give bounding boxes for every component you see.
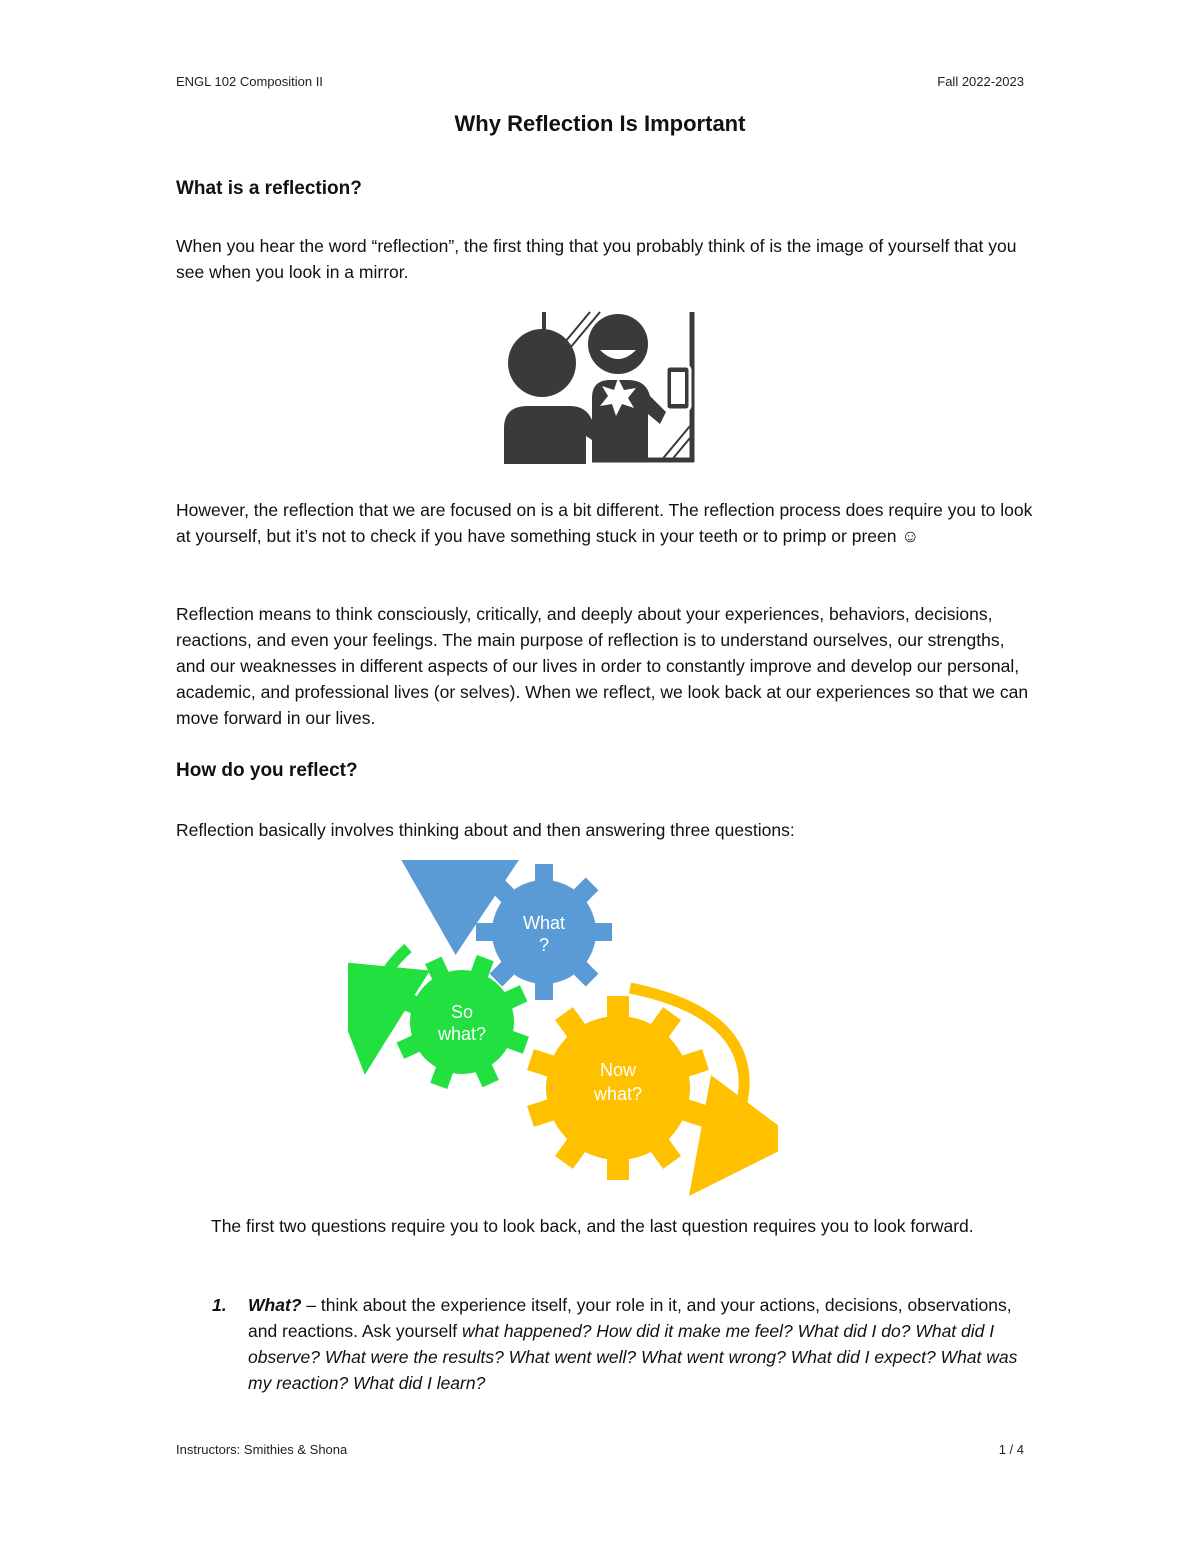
gear-now-what-label-1: Now	[599, 1060, 637, 1080]
gear-so-what-label-1: So	[450, 1002, 474, 1022]
footer-page-number: 1 / 4	[998, 1442, 1024, 1457]
list-item-number: 1.	[212, 1295, 227, 1315]
footer-instructors: Instructors: Smithies & Shona	[176, 1442, 348, 1457]
paragraph-three-questions: Reflection basically involves thinking about and then answering three questions:	[176, 820, 795, 840]
paragraph-reflection-meaning: Reflection means to think consciously, critically, and deeply about your experiences, behaviors, decisions, reactions, and even your feelings. The main purpose of reflection is to understand ourselves, our strengths, and our weaknesses in different aspects of our lives in order to constantly improve and develop our personal, academic, and professional lives (or selves). When we reflect, we look back at our experiences so that we can move forward in our lives.	[176, 604, 1029, 728]
list-item-description: – think about the experience itself, your role in it, and your actions, decisions, observations, and reactions. Ask yourself	[248, 1295, 1012, 1341]
reflection-cycle-diagram	[348, 860, 778, 1200]
list-item-questions: what happened? How did it make me feel? What did I do? What did I observe? What were the results? What went well? What went wrong? What did I expect? What was my reaction? What did I learn?	[248, 1321, 1018, 1393]
question-list	[176, 1292, 1036, 1396]
gear-so-what-label-2: what?	[437, 1024, 487, 1044]
gear-what-label-2: ?	[538, 935, 550, 955]
mirror-selfie-illustration	[500, 308, 700, 464]
gear-what-label-1: What	[522, 913, 566, 933]
list-item-term: What?	[248, 1295, 302, 1315]
section-heading-how-reflect: How do you reflect?	[176, 760, 358, 781]
list-item	[176, 1292, 1036, 1396]
paragraph-different-reflection: However, the reflection that we are focused on is a bit different. The reflection process does require you to look at yourself, but it’s not to check if you have something stuck in your teeth or to primp or preen ☺	[176, 500, 1033, 546]
paragraph-mirror: When you hear the word “reflection”, the first thing that you probably think of is the image of yourself that you see when you look in a mirror.	[176, 236, 1017, 282]
gear-now-what-label-2: what?	[593, 1084, 643, 1104]
page-title: Why Reflection Is Important	[454, 111, 746, 136]
header-term: Fall 2022-2023	[937, 74, 1024, 89]
arrow-blue	[450, 880, 476, 936]
section-heading-what-is-reflection: What is a reflection?	[176, 178, 362, 199]
paragraph-look-back-forward: The first two questions require you to look back, and the last question requires you to look forward.	[211, 1216, 974, 1236]
header-course: ENGL 102 Composition II	[176, 74, 323, 89]
